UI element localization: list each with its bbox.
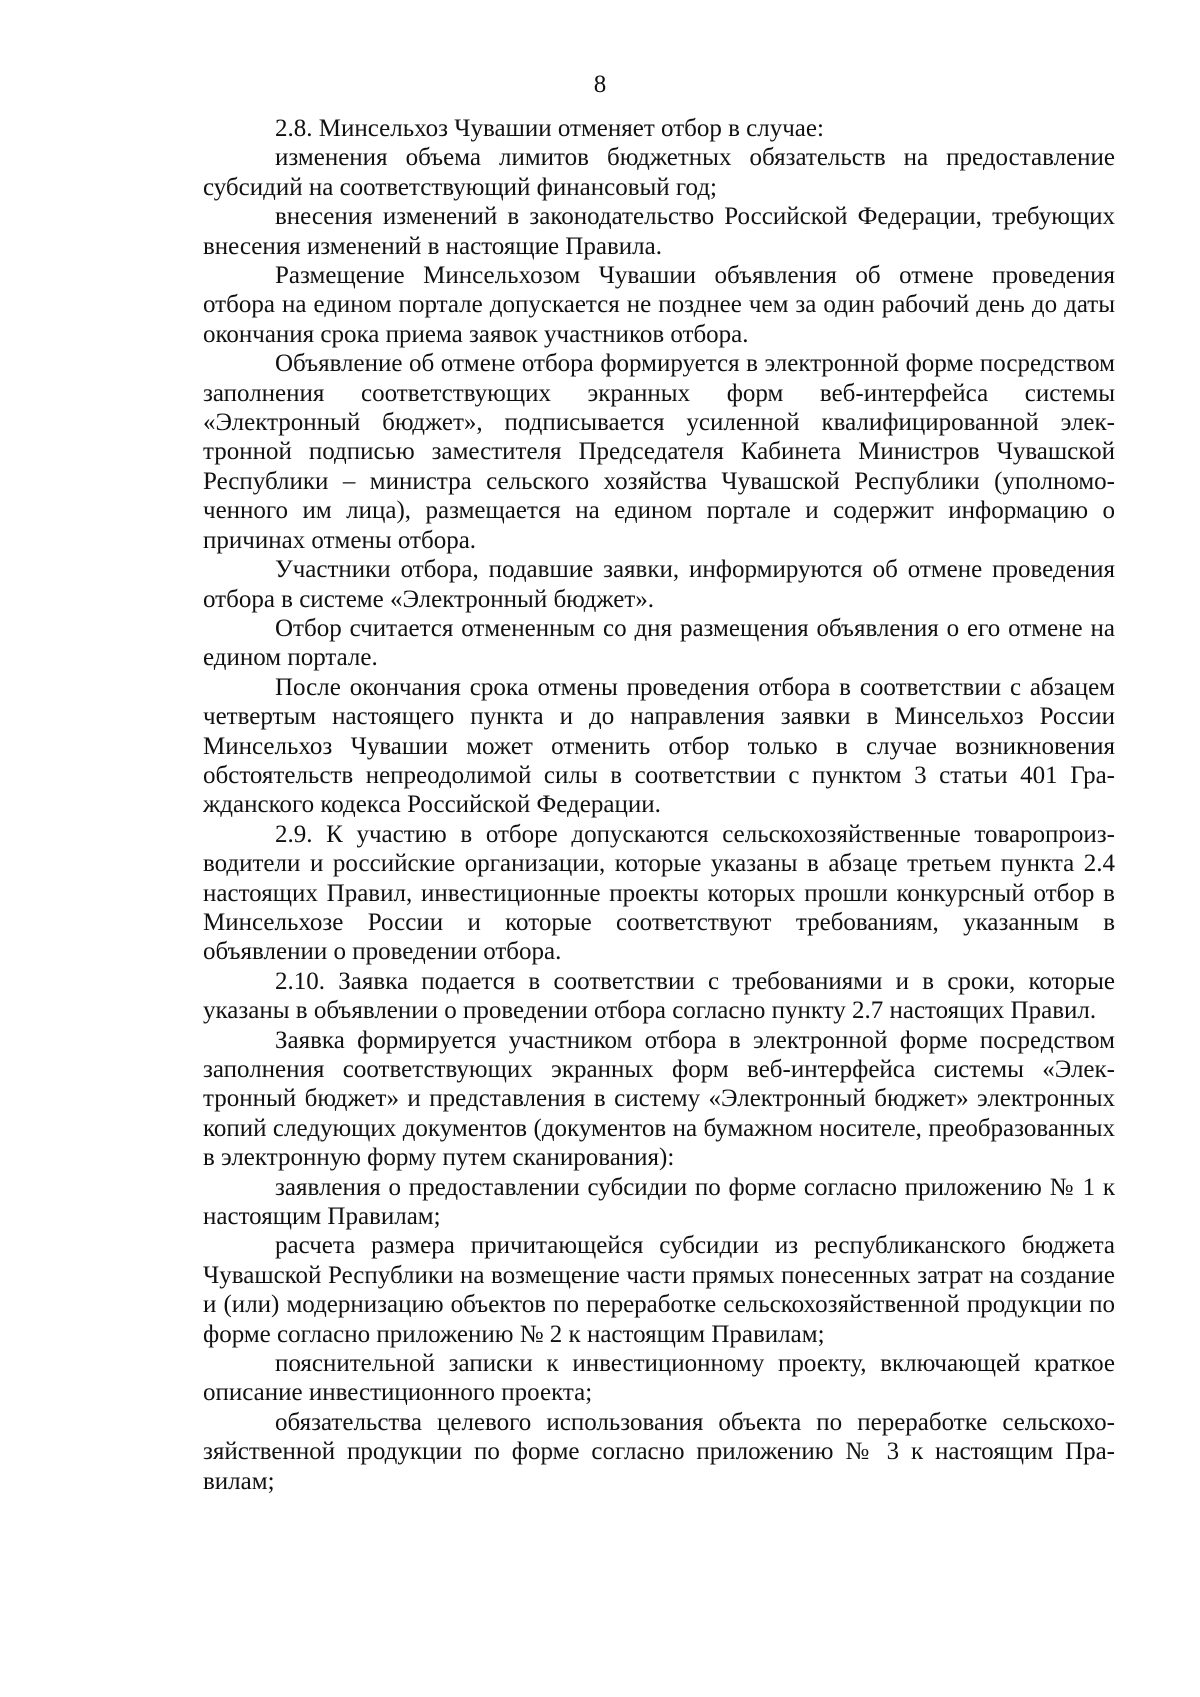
paragraph: 2.8. Минсельхоз Чувашии отменяет отбор в случае:: [275, 115, 824, 142]
paragraph: 2.10. Заявка подается в соответствии с требованиями и в сроки, которые указаны в объявлении о проведении отбора согласно пункту 2.7 настоящих Правил.: [203, 967, 1115, 1025]
paragraph: заявления о предоставлении субсидии по форме согласно приложению № 1 к настоящим Правилам;: [203, 1173, 1115, 1231]
paragraph: расчета размера причитающейся субсидии из республиканского бюджета Чувашской Республики на возмещение части прямых понесенных затрат на создание и (или) модернизацию объектов по переработке сельскохозяйственной продукции по форме согласно приложению № 2 к настоящим Правилам;: [203, 1232, 1115, 1348]
page-number: 8: [593, 71, 607, 98]
paragraph: 2.9. К участию в отборе допускаются сельскохозяйственные товаропроизводители и российские организации, которые указаны в абзаце третьем пункта 2.4 настоящих Правил, инвестиционные проекты которых прошли конкурсный отбор в Минсельхозе России и которые соответствуют требованиям, указанным в объявлении о проведении отбора.: [203, 820, 1115, 966]
paragraph: После окончания срока отмены проведения отбора в соответствии с абзацем четвертым настоящего пункта и до направления заявки в Минсельхоз России Минсельхоз Чувашии может отменить отбор только в случае возникновения обстоятельств непреодолимой силы в соответствии с пунктом 3 статьи 401 Гражданского кодекса Российской Федерации.: [203, 673, 1115, 819]
paragraph: обязательства целевого использования объекта по переработке сельскохозяйственной продукции по форме согласно приложению № 3 к настоящим Правилам;: [203, 1408, 1115, 1495]
paragraph: пояснительной записки к инвестиционному проекту, включающей краткое описание инвестиционного проекта;: [203, 1350, 1115, 1407]
paragraph: Объявление об отмене отбора формируется в электронной форме посредством заполнения соответствующих экранных форм веб-интерфейса системы «Электронный бюджет», подписывается усиленной квалифицированной электронной подписью заместителя Председателя Кабинета Министров Чувашской Республики – министра сельского хозяйства Чувашской Республики (уполномоченного им лица), размещается на едином портале и содержит информацию о причинах отмены отбора.: [203, 350, 1115, 554]
paragraph: Отбор считается отмененным со дня размещения объявления о его отмене на едином портале.: [203, 614, 1115, 672]
paragraph: Участники отбора, подавшие заявки, информируются об отмене проведения отбора в системе «Электронный бюджет».: [203, 556, 1115, 613]
paragraph: Размещение Минсельхозом Чувашии объявления об отмене проведения отбора на едином портале допускается не позднее чем за один рабочий день до даты окончания срока приема заявок участников отбора.: [203, 262, 1115, 348]
paragraph: изменения объема лимитов бюджетных обязательств на предоставление субсидий на соответствующий финансовый год;: [203, 144, 1115, 201]
paragraph: внесения изменений в законодательство Российской Федерации, требующих внесения изменений в настоящие Правила.: [203, 203, 1115, 260]
document-body: [203, 114, 1115, 1496]
paragraph: Заявка формируется участником отбора в электронной форме посредством заполнения соответствующих экранных форм веб-интерфейса системы «Электронный бюджет» и представления в систему «Электронный бюджет» электронных копий следующих документов (документов на бумажном носителе, преобразованных в электронную форму путем сканирования):: [203, 1026, 1115, 1172]
